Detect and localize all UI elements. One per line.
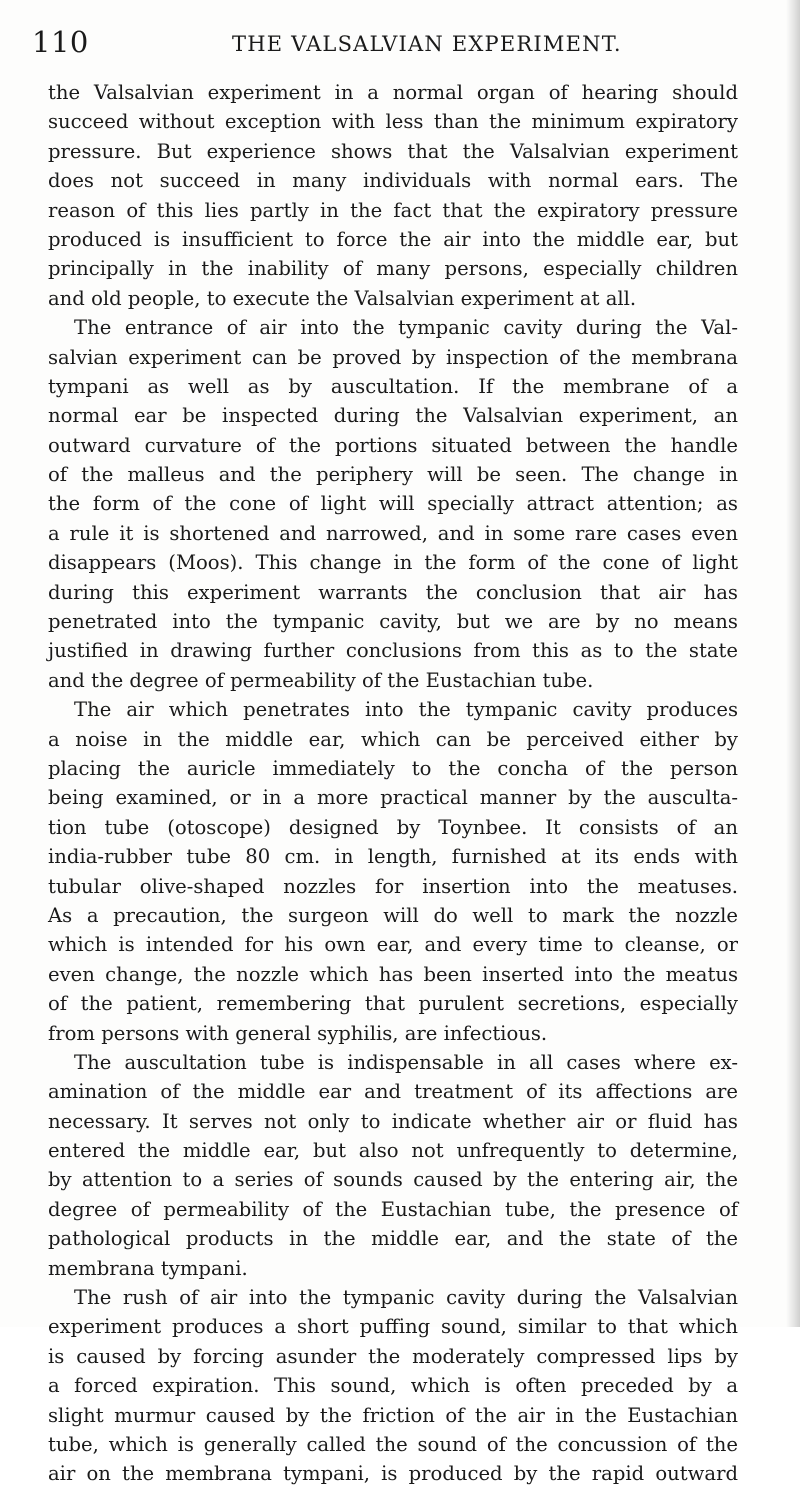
page-number: 110 — [32, 25, 89, 59]
text-line: normal ear be inspected during the Valsalvian experiment, an — [48, 404, 738, 428]
text-line: of the malleus and the periphery will be seen. The change in — [48, 463, 738, 487]
text-line: tympani as well as by auscultation. If the membrane of a — [48, 374, 738, 398]
text-line: amination of the middle ear and treatment of its affections are — [48, 1080, 738, 1104]
text-line: a noise in the middle ear, which can be perceived either by — [48, 727, 738, 751]
text-line: tion tube (otoscope) designed by Toynbee. It consists of an — [48, 815, 738, 839]
text-line: pathological products in the middle ear, and the state of the — [48, 1227, 738, 1251]
text-line: pressure. But experience shows that the Valsalvian experiment — [48, 139, 738, 163]
paragraph-end-line: membrana tympani. — [48, 1256, 248, 1280]
paragraph-start-line: The auscultation tube is indispensable in all cases where ex- — [74, 1050, 738, 1074]
paragraph-start-line: The rush of air into the tympanic cavity during the Valsalvian — [74, 1286, 738, 1310]
text-line: experiment produces a short puffing sound, similar to that which — [48, 1315, 738, 1339]
text-line: india-rubber tube 80 cm. in length, furnished at its ends with — [48, 845, 738, 869]
text-line: principally in the inability of many persons, especially children — [48, 257, 738, 281]
text-line: a rule it is shortened and narrowed, and in some rare cases even — [48, 521, 738, 545]
text-line: disappears (Moos). This change in the form of the cone of light — [48, 551, 738, 575]
text-line: which is intended for his own ear, and every time to cleanse, or — [48, 933, 738, 957]
text-line: slight murmur caused by the friction of the air in the Eustachian — [48, 1403, 738, 1427]
text-line: succeed without exception with less than the minimum expiratory — [48, 110, 738, 134]
text-line: outward curvature of the portions situated between the handle — [48, 433, 738, 457]
text-line: tubular olive-shaped nozzles for insertion into the meatuses. — [48, 874, 738, 898]
text-line: of the patient, remembering that purulent secretions, especially — [48, 992, 738, 1016]
text-line: does not succeed in many individuals with normal ears. The — [48, 169, 738, 193]
text-line: is caused by forcing asunder the moderately compressed lips by — [48, 1344, 738, 1368]
text-line: necessary. It serves not only to indicate whether air or fluid has — [48, 1109, 738, 1133]
text-line: the Valsalvian experiment in a normal organ of hearing should — [48, 81, 738, 104]
text-line: being examined, or in a more practical manner by the ausculta- — [48, 786, 738, 810]
text-line: produced is insufficient to force the air into the middle ear, but — [48, 227, 738, 251]
paragraph-start-line: The air which penetrates into the tympanic cavity produces — [74, 698, 738, 722]
page-header — [32, 22, 752, 62]
paragraph-end-line: and the degree of permeability of the Eustachian tube. — [48, 668, 594, 692]
text-line: salvian experiment can be proved by inspection of the membrana — [48, 345, 738, 369]
text-line: As a precaution, the surgeon will do well to mark the nozzle — [48, 903, 738, 927]
paragraph-start-line: The entrance of air into the tympanic cavity during the Val- — [74, 316, 738, 340]
text-line: the form of the cone of light will specially attract attention; as — [48, 492, 738, 516]
text-line: tube, which is generally called the sound of the concussion of the — [48, 1432, 738, 1456]
paragraph-end-line: from persons with general syphilis, are infectious. — [48, 1021, 548, 1045]
text-line: by attention to a series of sounds caused by the entering air, the — [48, 1168, 738, 1192]
paragraph-end-line: and old people, to execute the Valsalvian experiment at all. — [48, 286, 637, 310]
text-line: penetrated into the tympanic cavity, but we are by no means — [48, 610, 738, 634]
running-head: THE VALSALVIAN EXPERIMENT. — [232, 32, 622, 56]
page-edge-shadow — [786, 0, 800, 1327]
text-line: even change, the nozzle which has been inserted into the meatus — [48, 962, 738, 986]
text-line: entered the middle ear, but also not unfrequently to determine, — [48, 1139, 738, 1163]
text-line: reason of this lies partly in the fact that the expiratory pressure — [48, 198, 738, 222]
text-line: placing the auricle immediately to the concha of the person — [48, 756, 738, 780]
text-line: justified in drawing further conclusions from this as to the state — [48, 639, 738, 663]
text-line: during this experiment warrants the conclusion that air has — [48, 580, 738, 604]
body-text — [48, 78, 738, 1489]
text-line: air on the membrana tympani, is produced by the rapid outward — [48, 1462, 738, 1486]
text-line: a forced expiration. This sound, which is often preceded by a — [48, 1374, 738, 1398]
text-line: degree of permeability of the Eustachian tube, the presence of — [48, 1197, 738, 1221]
